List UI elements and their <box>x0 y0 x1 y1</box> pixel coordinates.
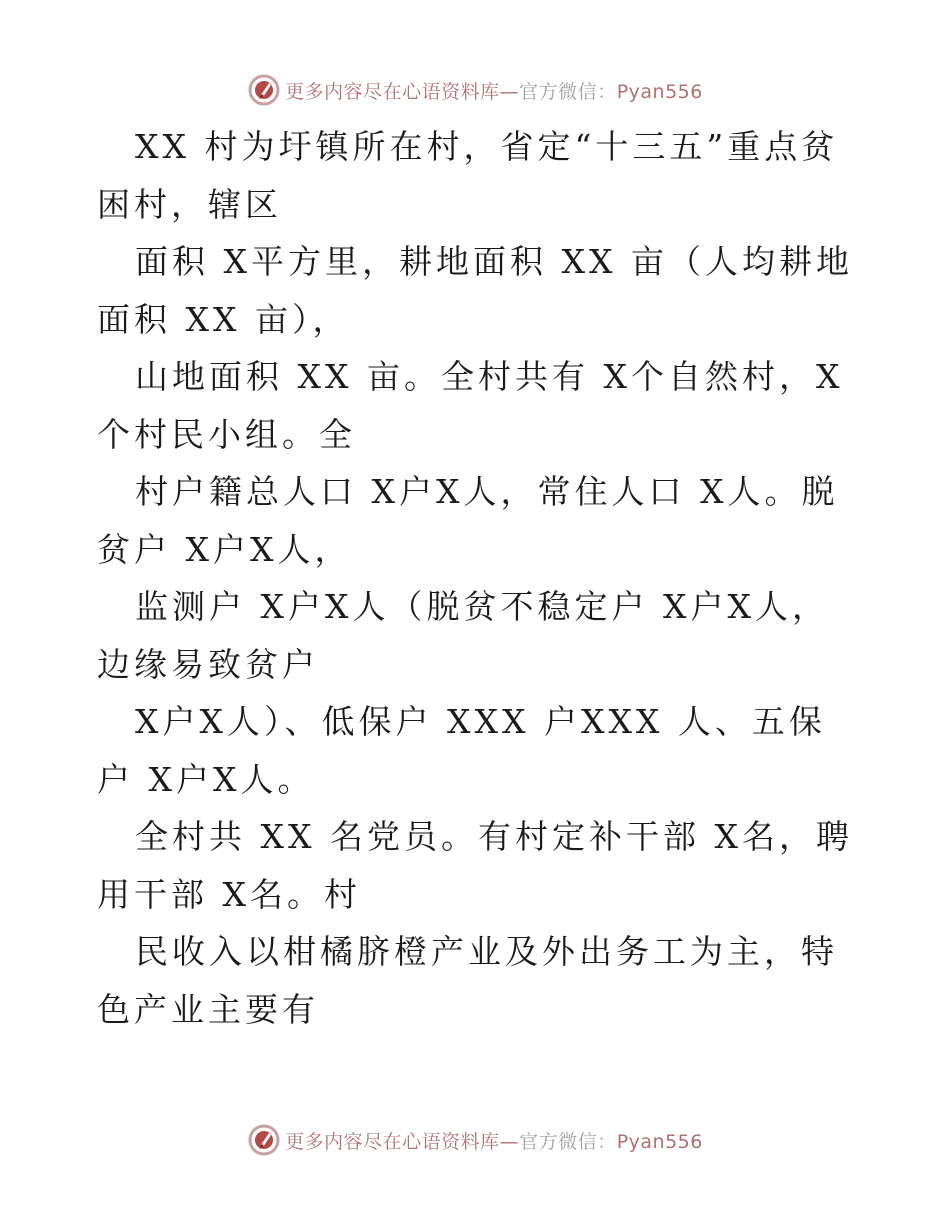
footer-promo: 更多内容尽在心语资料库 <box>285 1130 500 1153</box>
paragraph-line: 全村共 XX 名党员。有村定补干部 X名，聘用 <box>97 817 853 914</box>
paragraph <box>97 233 857 348</box>
paragraph-line: 积 XX 亩）， <box>134 299 350 339</box>
paragraph <box>97 463 857 578</box>
quill-logo-icon <box>247 1123 281 1157</box>
paragraph <box>97 348 857 463</box>
paragraph <box>97 693 857 808</box>
paragraph-line: 干部 X名。村 <box>134 874 361 914</box>
paragraph-line: 山地面积 XX 亩。全村共有 X个自然村，X个村 <box>97 357 844 454</box>
paragraph-line: 缘易致贫户 <box>134 644 319 684</box>
footer-wechat-label: 官方微信： <box>519 1130 617 1153</box>
paragraph-line: 户X人。 <box>175 759 315 799</box>
footer-dash: — <box>499 1130 520 1153</box>
document-body <box>97 118 857 1038</box>
paragraph <box>97 578 857 693</box>
header-banner <box>0 70 950 110</box>
header-wechat-id: Pyan556 <box>616 80 703 103</box>
header-promo: 更多内容尽在心语资料库 <box>285 80 500 103</box>
paragraph-line: 民收入以柑橘脐橙产业及外出务工为主，特色产 <box>97 932 838 1029</box>
header-promo-text <box>285 77 703 104</box>
paragraph-line: X户X人）、低保户 XXX 户XXX 人、五保户 X <box>97 702 826 799</box>
paragraph-line: 监测户 X户X人（脱贫不稳定户 X户X人，边 <box>97 587 829 684</box>
paragraph <box>97 118 857 233</box>
footer-wechat-id: Pyan556 <box>616 1130 703 1153</box>
paragraph-line: XX 村为圩镇所在村，省定“十三五”重点贫困 <box>97 127 839 224</box>
header-dash: — <box>499 80 520 103</box>
paragraph-line: 业主要有 <box>171 989 319 1029</box>
paragraph-line: 村户籍总人口 X户X人，常住人口 X人。脱贫 <box>97 472 839 569</box>
quill-logo-icon <box>247 73 281 107</box>
header-wechat-label: 官方微信： <box>519 80 617 103</box>
paragraph <box>97 923 857 1038</box>
paragraph-line: 户 X户X人， <box>134 529 352 569</box>
paragraph <box>97 808 857 923</box>
footer-promo-text <box>285 1127 703 1154</box>
paragraph-line: 民小组。全 <box>171 414 356 454</box>
paragraph-line: 村，辖区 <box>134 184 282 224</box>
footer-banner <box>0 1120 950 1160</box>
paragraph-line: 面积 X平方里，耕地面积 XX 亩（人均耕地面 <box>97 242 853 339</box>
